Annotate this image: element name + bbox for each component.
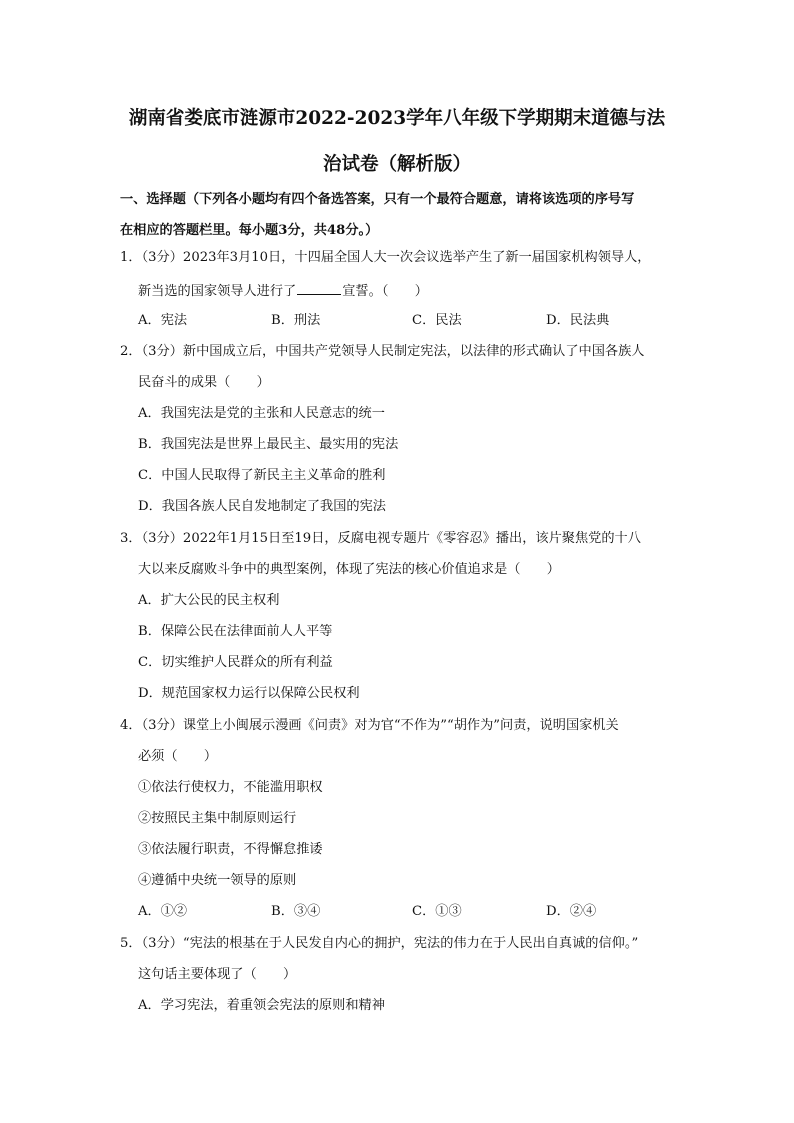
q4-option-c[interactable]: C．①③: [412, 904, 462, 919]
q1-option-d[interactable]: D．民法典: [546, 313, 610, 328]
section-heading: [120, 184, 680, 246]
q3-stem-line-1: 3．（3分）2022年1月15日至19日，反腐电视专题片《零容忍》播出，该片聚焦党的十八: [120, 531, 641, 546]
document-title: [112, 96, 682, 188]
section-heading-line-2: 在相应的答题栏里。每小题3分，共48分。）: [120, 223, 379, 238]
q3-option-a[interactable]: A．扩大公民的民主权利: [138, 593, 280, 608]
q3-option-d[interactable]: D．规范国家权力运行以保障公民权利: [138, 686, 360, 701]
q1-stem-post: 宣誓。（ ）: [342, 284, 428, 299]
q1-stem-line-2: [138, 280, 428, 302]
q1-stem-line-1: 1．（3分）2023年3月10日，十四届全国人大一次会议选举产生了新一届国家机构领导人，: [120, 250, 651, 265]
q4-statement-1: ①依法行使权力，不能滥用职权: [138, 780, 323, 795]
q4-option-a[interactable]: A．①②: [138, 904, 188, 919]
title-line-1: 湖南省娄底市涟源市2022-2023学年八年级下学期期末道德与法: [128, 108, 666, 129]
q4-statement-3: ③依法履行职责，不得懈怠推诿: [138, 842, 323, 857]
q2-option-c[interactable]: C．中国人民取得了新民主主义革命的胜利: [138, 468, 386, 483]
q2-stem-line-1: 2．（3分）新中国成立后，中国共产党领导人民制定宪法，以法律的形式确认了中国各族人: [120, 344, 645, 359]
q1-option-c[interactable]: C．民法: [412, 313, 462, 328]
q2-option-a[interactable]: A．我国宪法是党的主张和人民意志的统一: [138, 406, 385, 421]
q2-stem-line-2: 民奋斗的成果（ ）: [138, 375, 270, 390]
q4-stem-line-2: 必须（ ）: [138, 749, 218, 764]
q5-option-a[interactable]: A．学习宪法，着重领会宪法的原则和精神: [138, 998, 385, 1013]
q4-statement-2: ②按照民主集中制原则运行: [138, 811, 297, 826]
q2-option-b[interactable]: B．我国宪法是世界上最民主、最实用的宪法: [138, 437, 399, 452]
q3-option-c[interactable]: C．切实维护人民群众的所有利益: [138, 655, 333, 670]
q1-answer-blank: [297, 280, 341, 295]
q1-stem-pre: 新当选的国家领导人进行了: [138, 284, 297, 299]
q4-option-b[interactable]: B．③④: [271, 904, 321, 919]
q5-stem-line-2: 这句话主要体现了（ ）: [138, 967, 297, 982]
q4-statement-4: ④遵循中央统一领导的原则: [138, 873, 297, 888]
section-heading-line-1: 一、选择题（下列各小题均有四个备选答案，只有一个最符合题意，请将该选项的序号写: [120, 192, 635, 207]
q3-stem-line-2: 大以来反腐败斗争中的典型案例，体现了宪法的核心价值追求是（ ）: [138, 562, 560, 577]
q1-option-b[interactable]: B．刑法: [271, 313, 321, 328]
q2-option-d[interactable]: D．我国各族人民自发地制定了我国的宪法: [138, 499, 386, 514]
q4-option-d[interactable]: D．②④: [546, 904, 597, 919]
title-line-2: 治试卷（解析版）: [322, 154, 471, 175]
q1-option-a[interactable]: A．宪法: [138, 313, 188, 328]
q3-option-b[interactable]: B．保障公民在法律面前人人平等: [138, 624, 333, 639]
q4-stem-line-1: 4．（3分）课堂上小闽展示漫画《问责》对为官“不作为”“胡作为”问责，说明国家机关: [120, 718, 619, 733]
q5-stem-line-1: 5．（3分）“宪法的根基在于人民发自内心的拥护，宪法的伟力在于人民出自真诚的信仰。”: [120, 936, 639, 951]
